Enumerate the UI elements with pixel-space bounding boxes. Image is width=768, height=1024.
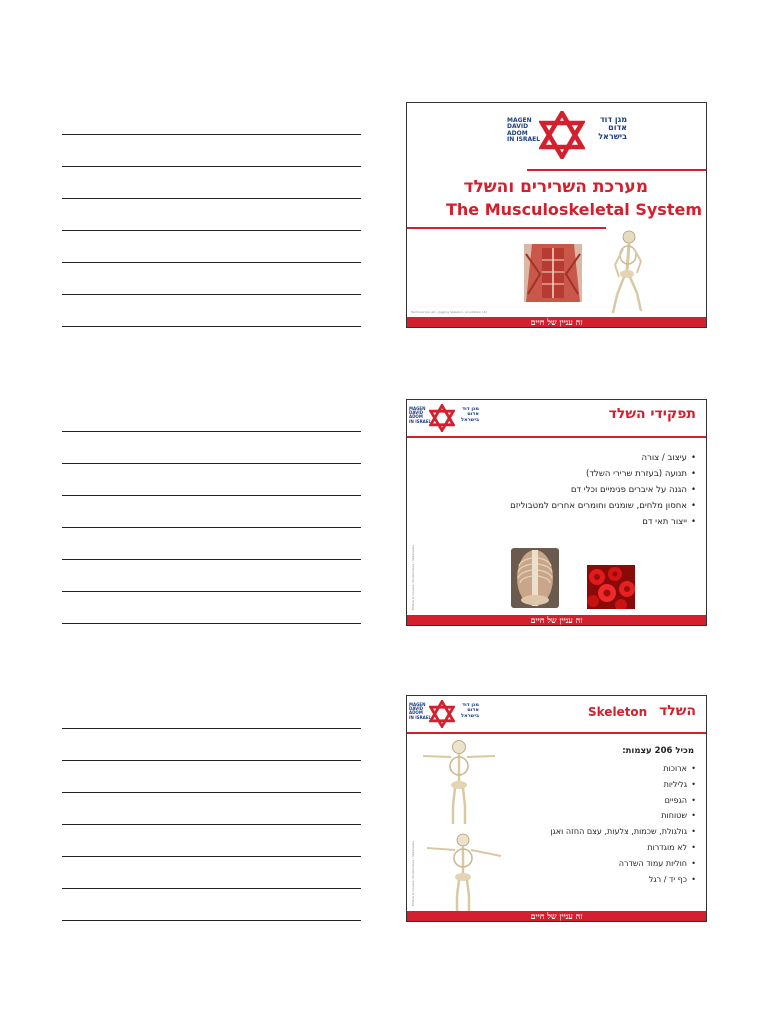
slide-2-title: תפקידי השלד (608, 406, 696, 422)
star-of-david-icon (429, 700, 455, 728)
jogging-skeleton-image (607, 229, 647, 319)
note-line (62, 262, 361, 263)
bullet-item: • אחסון מלחים, שומנים וחומרים אחרים למטבוליזם (510, 498, 696, 514)
note-line (62, 134, 361, 135)
bullet-item: • הגפיים (550, 793, 696, 809)
note-line (62, 591, 361, 592)
slide-2-footer: זה עניין של חיים (407, 615, 706, 625)
bullet-item: • לא מוגדרות (550, 840, 696, 856)
slide-1-credit: Terminal tool etc, Jogging Skeleton, Annotation Ltd (411, 310, 488, 314)
note-line (62, 856, 361, 857)
slide-1 (406, 102, 707, 328)
bullet-item: • ייצור תאי דם (510, 514, 696, 530)
bullet-item: • חוליות עמוד השדרה (550, 856, 696, 872)
slide-1-title-he: מערכת השרירים והשלד (463, 177, 648, 197)
mda-logo-small (409, 700, 479, 728)
note-line (62, 760, 361, 761)
note-line (62, 431, 361, 432)
star-of-david-icon (429, 404, 455, 432)
note-line (62, 230, 361, 231)
star-of-david-icon (539, 111, 585, 159)
slide-1-rule (527, 169, 706, 171)
bullet-item: • ארוכות (550, 761, 696, 777)
bullet-item: • כף יד / רגל (550, 872, 696, 888)
slide-3-title-he: השלד (659, 703, 696, 719)
slide-3 (406, 695, 707, 922)
note-line (62, 326, 361, 327)
bullet-item: • תנועה (בעזרת שרירי השלד) (510, 466, 696, 482)
slide-3-bullets (550, 761, 696, 887)
slide-3-footer: זה עניין של חיים (407, 911, 706, 921)
note-line (62, 198, 361, 199)
skeleton-back-image (421, 832, 505, 914)
slide-3-title-en: Skeleton (588, 705, 648, 719)
mda-logo (507, 111, 627, 159)
bullet-item: • גולגולת, שכמות, צלעות, עצם החזה ואגן (550, 824, 696, 840)
logo-text-en: MAGEN DAVID ADOM IN ISRAEL (409, 702, 432, 720)
logo-text-he: מגן דוד אדום בישראל (461, 406, 479, 423)
bullet-item: • שטוחות (550, 808, 696, 824)
note-line (62, 463, 361, 464)
slide-1-title-en: The Musculoskeletal System (446, 200, 702, 219)
note-line (62, 623, 361, 624)
note-line (62, 495, 361, 496)
slide-3-rule (407, 732, 706, 734)
slide-1-rule-bottom (407, 227, 606, 229)
logo-text-he: מגן דוד אדום בישראל (598, 115, 627, 141)
abdominal-muscles-image (524, 244, 582, 302)
note-line (62, 527, 361, 528)
slide-3-intro: מכיל 206 עצמות: (622, 746, 694, 756)
note-line (62, 166, 361, 167)
blood-cells-image (587, 565, 635, 609)
note-line (62, 920, 361, 921)
note-line (62, 559, 361, 560)
note-line (62, 792, 361, 793)
note-line (62, 888, 361, 889)
slide-1-footer: זה עניין של חיים (407, 317, 706, 327)
slide-2-bullets (510, 450, 696, 530)
mda-logo-small (409, 404, 479, 432)
logo-text-en: MAGEN DAVID ADOM IN ISRAEL (507, 117, 541, 143)
slide-2 (406, 399, 707, 626)
slide-2-credit: Photos & images: Shutterstock / Wikimedia (411, 545, 415, 610)
spine-xray-image (511, 548, 559, 608)
logo-text-he: מגן דוד אדום בישראל (461, 702, 479, 719)
bullet-item: • הגנה על איברים פנימיים וכלי דם (510, 482, 696, 498)
skeleton-front-image (419, 738, 499, 826)
bullet-item: • עיצוב / צורה (510, 450, 696, 466)
bullet-item: • גליליות (550, 777, 696, 793)
note-line (62, 294, 361, 295)
note-line (62, 824, 361, 825)
slide-2-rule (407, 436, 706, 438)
slide-3-credit: Photos & images: Shutterstock / Wikimedia (411, 841, 415, 906)
note-line (62, 728, 361, 729)
logo-text-en: MAGEN DAVID ADOM IN ISRAEL (409, 406, 432, 424)
